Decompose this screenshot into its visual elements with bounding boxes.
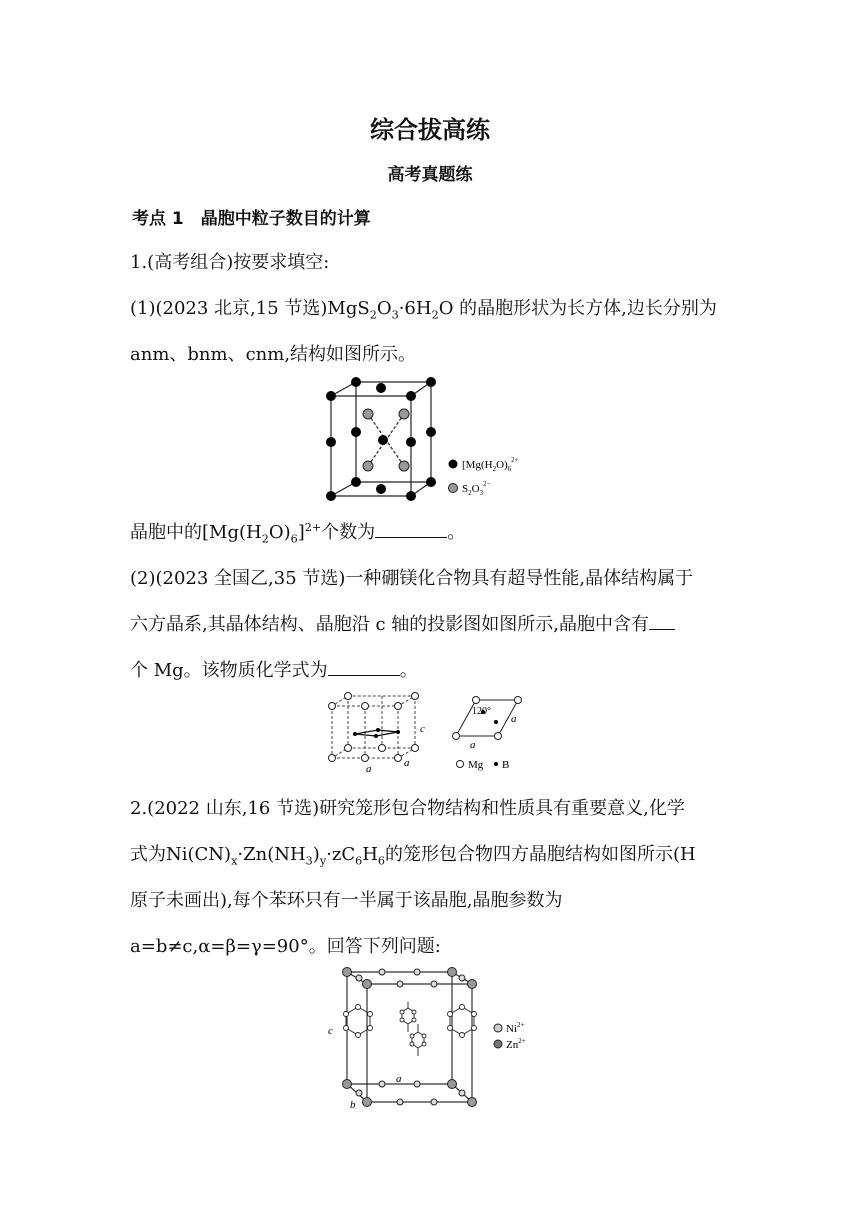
q1-stem: 1.(高考组合)按要求填空: [130, 252, 330, 273]
q1-part2-line3: 个 Mg。该物质化学式为 。 [130, 656, 418, 682]
label-c: c [328, 1025, 333, 1037]
label-b: b [350, 1099, 356, 1111]
label-a: a [396, 1073, 402, 1085]
q2-line1: 2.(2022 山东,16 节选)研究笼形包合物结构和性质具有重要意义,化学 [130, 798, 685, 819]
section-heading: 考点 1 晶胞中粒子数目的计算 [132, 209, 371, 229]
legend-b: B [502, 759, 510, 771]
label-a-left: a [366, 763, 372, 774]
page-subtitle: 高考真题练 [387, 165, 473, 185]
label-c: c [420, 723, 425, 735]
label-a-proj-bottom: a [470, 739, 476, 751]
q1-part2-line1: (2)(2023 全国乙,35 节选)一种硼镁化合物具有超导性能,晶体结构属于 [130, 568, 694, 589]
legend-zn: $Zn^{2+}$ [506, 1037, 526, 1051]
legend-mg-h2o6: [$Mg(H_2O)_6^{2+}$ [462, 456, 519, 473]
q1-part1-line1: (1)(2023 北京,15 节选)$MgS_2O_3\cdot 6H_2O$ 的晶胞形状为长方体,边长分别为 [130, 298, 717, 322]
q2-line2: 式为$Ni(CN)_x\cdot Zn(NH_3)_y\cdot zC_6H_6$的笼形包合物四方晶胞结构如图所示(H [130, 844, 696, 868]
q1-part1-answer: 晶胞中的$[Mg(H_2O)_6]^{2+}$个数为 。 [130, 521, 466, 546]
legend-mg: Mg [468, 759, 484, 771]
angle-label: 120° [472, 706, 491, 717]
figure-mgs2o3-unit-cell [316, 374, 546, 509]
q1-part1-line2: anm、bnm、cnm,结构如图所示。 [130, 344, 417, 365]
legend-s2o3: $S_2O_3^{2-}$ [462, 480, 491, 497]
figure-clathrate-unit-cell [322, 962, 540, 1114]
answer-blank-2[interactable] [649, 611, 675, 630]
legend-ni: $Ni^{2+}$ [506, 1021, 525, 1035]
q2-line3: 原子未画出),每个苯环只有一半属于该晶胞,晶胞参数为 [130, 890, 563, 911]
q2-line4: a=b≠c,α=β=γ=90°。回答下列问题: [130, 936, 441, 957]
figure-mgb2-structure [320, 692, 540, 774]
answer-blank-1[interactable] [375, 519, 447, 538]
label-a-right: a [404, 757, 410, 769]
label-a-proj-side: a [511, 713, 517, 725]
answer-blank-3[interactable] [328, 657, 400, 676]
q1-part2-line2: 六方晶系,其晶体结构、晶胞沿 c 轴的投影图如图所示,晶胞中含有 [130, 610, 675, 636]
page-title: 综合拔高练 [370, 116, 490, 144]
